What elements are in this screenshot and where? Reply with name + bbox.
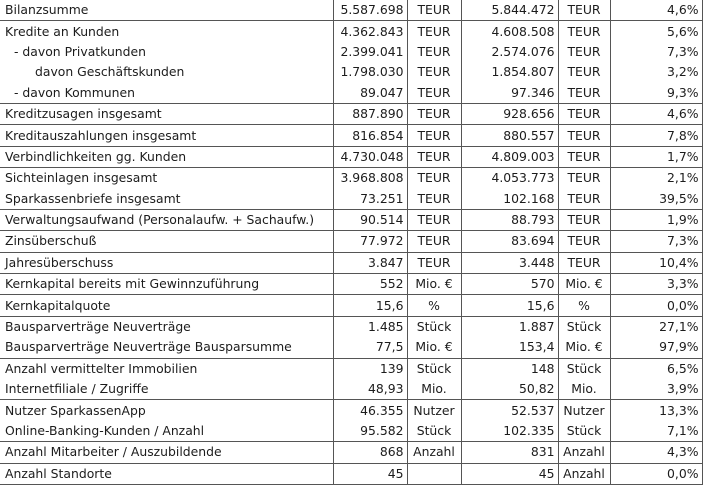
value-current: 3.448 bbox=[461, 252, 558, 273]
change-percent: 39,5% bbox=[610, 189, 702, 210]
value-previous: 5.587.698 bbox=[333, 0, 407, 21]
table-row bbox=[0, 274, 702, 295]
unit-previous: Mio. € bbox=[407, 274, 461, 295]
table-row bbox=[0, 125, 702, 146]
value-current: 4.053.773 bbox=[461, 168, 558, 189]
table-row bbox=[0, 209, 702, 230]
table-row bbox=[0, 168, 702, 189]
row-label: Kernkapitalquote bbox=[0, 295, 333, 316]
unit-current: TEUR bbox=[558, 252, 610, 273]
value-previous: 887.890 bbox=[333, 103, 407, 124]
value-previous: 4.730.048 bbox=[333, 146, 407, 167]
unit-previous: TEUR bbox=[407, 0, 461, 21]
row-label: Internetfiliale / Zugriffe bbox=[0, 379, 333, 400]
unit-previous: TEUR bbox=[407, 189, 461, 210]
change-percent: 0,0% bbox=[610, 295, 702, 316]
row-label: Verbindlichkeiten gg. Kunden bbox=[0, 146, 333, 167]
unit-previous: TEUR bbox=[407, 62, 461, 82]
value-current: 153,4 bbox=[461, 337, 558, 358]
value-current: 15,6 bbox=[461, 295, 558, 316]
unit-previous: Mio. bbox=[407, 379, 461, 400]
row-label: Sichteinlagen insgesamt bbox=[0, 168, 333, 189]
value-current: 148 bbox=[461, 358, 558, 379]
table-row bbox=[0, 62, 702, 82]
table-row bbox=[0, 21, 702, 42]
unit-current: TEUR bbox=[558, 62, 610, 82]
change-percent: 7,3% bbox=[610, 231, 702, 252]
value-current: 4.608.508 bbox=[461, 21, 558, 42]
value-previous: 552 bbox=[333, 274, 407, 295]
change-percent: 9,3% bbox=[610, 83, 702, 104]
unit-previous: TEUR bbox=[407, 103, 461, 124]
unit-current: TEUR bbox=[558, 168, 610, 189]
table-row bbox=[0, 189, 702, 210]
value-previous: 4.362.843 bbox=[333, 21, 407, 42]
unit-current: TEUR bbox=[558, 146, 610, 167]
unit-previous: TEUR bbox=[407, 42, 461, 62]
value-previous: 868 bbox=[333, 442, 407, 463]
value-previous: 89.047 bbox=[333, 83, 407, 104]
value-previous: 3.968.808 bbox=[333, 168, 407, 189]
value-previous: 48,93 bbox=[333, 379, 407, 400]
value-current: 83.694 bbox=[461, 231, 558, 252]
value-current: 50,82 bbox=[461, 379, 558, 400]
row-label: Anzahl vermittelter Immobilien bbox=[0, 358, 333, 379]
unit-current: Nutzer bbox=[558, 400, 610, 421]
value-previous: 2.399.041 bbox=[333, 42, 407, 62]
value-current: 52.537 bbox=[461, 400, 558, 421]
row-label: Zinsüberschuß bbox=[0, 231, 333, 252]
row-label: Anzahl Standorte bbox=[0, 463, 333, 484]
unit-current: TEUR bbox=[558, 21, 610, 42]
value-current: 928.656 bbox=[461, 103, 558, 124]
row-label: - davon Privatkunden bbox=[0, 42, 333, 62]
unit-previous: TEUR bbox=[407, 125, 461, 146]
table-row bbox=[0, 358, 702, 379]
row-label: Online-Banking-Kunden / Anzahl bbox=[0, 421, 333, 442]
unit-current: Mio. € bbox=[558, 274, 610, 295]
value-current: 45 bbox=[461, 463, 558, 484]
unit-previous bbox=[407, 463, 461, 484]
value-current: 102.168 bbox=[461, 189, 558, 210]
row-label: - davon Kommunen bbox=[0, 83, 333, 104]
unit-current: TEUR bbox=[558, 125, 610, 146]
table-row bbox=[0, 42, 702, 62]
change-percent: 6,5% bbox=[610, 358, 702, 379]
table-row bbox=[0, 83, 702, 104]
value-previous: 816.854 bbox=[333, 125, 407, 146]
value-current: 1.854.807 bbox=[461, 62, 558, 82]
value-current: 88.793 bbox=[461, 209, 558, 230]
value-previous: 73.251 bbox=[333, 189, 407, 210]
change-percent: 3,3% bbox=[610, 274, 702, 295]
value-previous: 45 bbox=[333, 463, 407, 484]
change-percent: 4,3% bbox=[610, 442, 702, 463]
change-percent: 2,1% bbox=[610, 168, 702, 189]
unit-current: TEUR bbox=[558, 103, 610, 124]
change-percent: 5,6% bbox=[610, 21, 702, 42]
row-label: Jahresüberschuss bbox=[0, 252, 333, 273]
unit-previous: TEUR bbox=[407, 209, 461, 230]
table-row bbox=[0, 442, 702, 463]
change-percent: 7,1% bbox=[610, 421, 702, 442]
table-row bbox=[0, 400, 702, 421]
value-current: 5.844.472 bbox=[461, 0, 558, 21]
row-label: Bausparverträge Neuverträge Bausparsumme bbox=[0, 337, 333, 358]
unit-previous: Mio. € bbox=[407, 337, 461, 358]
unit-current: Mio. € bbox=[558, 337, 610, 358]
unit-previous: Nutzer bbox=[407, 400, 461, 421]
unit-current: TEUR bbox=[558, 0, 610, 21]
table-row bbox=[0, 252, 702, 273]
unit-previous: TEUR bbox=[407, 21, 461, 42]
value-current: 880.557 bbox=[461, 125, 558, 146]
change-percent: 3,2% bbox=[610, 62, 702, 82]
change-percent: 7,8% bbox=[610, 125, 702, 146]
unit-previous: TEUR bbox=[407, 231, 461, 252]
table-row bbox=[0, 379, 702, 400]
unit-previous: TEUR bbox=[407, 146, 461, 167]
table-row bbox=[0, 0, 702, 21]
change-percent: 7,3% bbox=[610, 42, 702, 62]
table-row bbox=[0, 463, 702, 484]
value-previous: 46.355 bbox=[333, 400, 407, 421]
unit-current: Stück bbox=[558, 316, 610, 337]
change-percent: 1,7% bbox=[610, 146, 702, 167]
row-label: davon Geschäftskunden bbox=[0, 62, 333, 82]
row-label: Kreditzusagen insgesamt bbox=[0, 103, 333, 124]
table-row bbox=[0, 316, 702, 337]
unit-previous: TEUR bbox=[407, 252, 461, 273]
value-previous: 90.514 bbox=[333, 209, 407, 230]
table-row bbox=[0, 337, 702, 358]
unit-previous: Stück bbox=[407, 358, 461, 379]
unit-previous: Stück bbox=[407, 421, 461, 442]
unit-previous: TEUR bbox=[407, 83, 461, 104]
table-row bbox=[0, 146, 702, 167]
unit-previous: Anzahl bbox=[407, 442, 461, 463]
change-percent: 4,6% bbox=[610, 0, 702, 21]
unit-current: TEUR bbox=[558, 42, 610, 62]
value-current: 4.809.003 bbox=[461, 146, 558, 167]
value-current: 831 bbox=[461, 442, 558, 463]
value-previous: 95.582 bbox=[333, 421, 407, 442]
value-current: 97.346 bbox=[461, 83, 558, 104]
value-previous: 77,5 bbox=[333, 337, 407, 358]
change-percent: 10,4% bbox=[610, 252, 702, 273]
change-percent: 4,6% bbox=[610, 103, 702, 124]
value-current: 2.574.076 bbox=[461, 42, 558, 62]
unit-current: Stück bbox=[558, 421, 610, 442]
row-label: Sparkassenbriefe insgesamt bbox=[0, 189, 333, 210]
value-previous: 139 bbox=[333, 358, 407, 379]
unit-current: TEUR bbox=[558, 83, 610, 104]
unit-current: Anzahl bbox=[558, 463, 610, 484]
change-percent: 0,0% bbox=[610, 463, 702, 484]
table-row bbox=[0, 231, 702, 252]
table-row bbox=[0, 103, 702, 124]
row-label: Bilanzsumme bbox=[0, 0, 333, 21]
unit-previous: Stück bbox=[407, 316, 461, 337]
row-label: Anzahl Mitarbeiter / Auszubildende bbox=[0, 442, 333, 463]
value-previous: 15,6 bbox=[333, 295, 407, 316]
value-previous: 1.798.030 bbox=[333, 62, 407, 82]
row-label: Nutzer SparkassenApp bbox=[0, 400, 333, 421]
unit-current: TEUR bbox=[558, 231, 610, 252]
row-label: Verwaltungsaufwand (Personalaufw. + Sachaufw.) bbox=[0, 209, 333, 230]
unit-previous: TEUR bbox=[407, 168, 461, 189]
row-label: Bausparverträge Neuverträge bbox=[0, 316, 333, 337]
value-current: 1.887 bbox=[461, 316, 558, 337]
change-percent: 3,9% bbox=[610, 379, 702, 400]
value-previous: 1.485 bbox=[333, 316, 407, 337]
unit-current: TEUR bbox=[558, 189, 610, 210]
unit-current: % bbox=[558, 295, 610, 316]
change-percent: 27,1% bbox=[610, 316, 702, 337]
value-current: 570 bbox=[461, 274, 558, 295]
row-label: Kredite an Kunden bbox=[0, 21, 333, 42]
unit-current: TEUR bbox=[558, 209, 610, 230]
unit-current: Stück bbox=[558, 358, 610, 379]
unit-previous: % bbox=[407, 295, 461, 316]
row-label: Kernkapital bereits mit Gewinnzuführung bbox=[0, 274, 333, 295]
row-label: Kreditauszahlungen insgesamt bbox=[0, 125, 333, 146]
change-percent: 97,9% bbox=[610, 337, 702, 358]
table-row bbox=[0, 421, 702, 442]
unit-current: Mio. bbox=[558, 379, 610, 400]
value-previous: 77.972 bbox=[333, 231, 407, 252]
change-percent: 1,9% bbox=[610, 209, 702, 230]
unit-current: Anzahl bbox=[558, 442, 610, 463]
change-percent: 13,3% bbox=[610, 400, 702, 421]
value-previous: 3.847 bbox=[333, 252, 407, 273]
table-row bbox=[0, 295, 702, 316]
value-current: 102.335 bbox=[461, 421, 558, 442]
